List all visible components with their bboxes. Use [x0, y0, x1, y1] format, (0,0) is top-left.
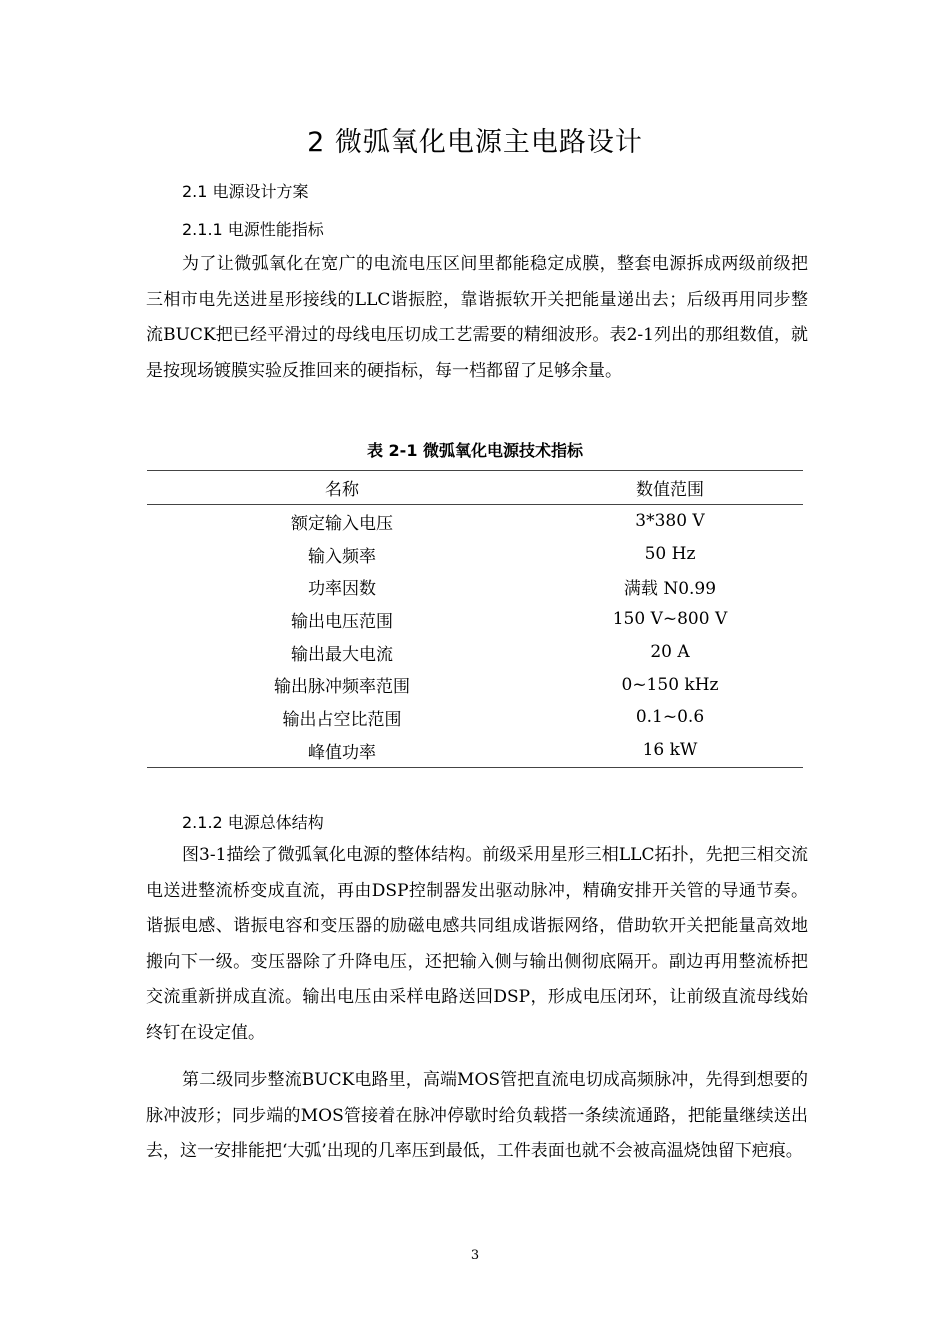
spec-table [147, 470, 803, 768]
table-row [147, 668, 803, 701]
cell-value: 50 Hz [644, 544, 696, 565]
cell-value: 满载 N0.99 [623, 579, 717, 600]
chapter-title: 2 微弧氧化电源主电路设计 [307, 127, 643, 158]
table-row [147, 505, 803, 538]
page-number: 3 [470, 1248, 480, 1263]
cell-name: 峰值功率 [147, 734, 537, 767]
table-caption: 表 2-1 微弧氧化电源技术指标 [366, 441, 584, 460]
cell-value: 16 kW [537, 734, 803, 767]
section-heading-2-1-1: 2.1.1 电源性能指标 [182, 220, 324, 239]
cell-name: 输出最大电流 [291, 644, 393, 665]
cell-value: 150 V~800 V [612, 609, 728, 630]
cell-value: 20 A [650, 642, 690, 663]
cell-name: 输出占空比范围 [282, 709, 402, 730]
cell-name: 输入频率 [308, 546, 376, 567]
cell-name: 功率因数 [308, 579, 376, 600]
table-row [147, 701, 803, 734]
section-heading-2-1: 2.1 电源设计方案 [182, 182, 309, 201]
cell-value: 3*380 V [635, 511, 705, 532]
paragraph-buck-stage: 第二级同步整流BUCK电路里，高端MOS管把直流电切成高频脉冲，先得到想要的脉冲波形；同步端的MOS管接着在脉冲停歇时给负载搭一条续流通路，把能量继续送出去，这一安排能把‘大弧’出现的几率压到最低，工件表面也就不会被高温烧蚀留下疤痕。 [146, 1070, 808, 1161]
paragraph-overall-structure: 图3-1描绘了微弧氧化电源的整体结构。前级采用星形三相LLC拓扑，先把三相交流电送进整流桥变成直流，再由DSP控制器发出驱动脉冲，精确安排开关管的导通节奏。谐振电感、谐振电容和变压器的励磁电感共同组成谐振网络，借助软开关把能量高效地搬向下一级。变压器除了升降电压，还把输入侧与输出侧彻底隔开。副边再用整流桥把交流重新拼成直流。输出电压由采样电路送回DSP，形成电压闭环，让前级直流母线始终钉在设定值。 [146, 845, 808, 1043]
cell-name: 额定输入电压 [291, 513, 393, 534]
column-header-value: 数值范围 [537, 471, 803, 505]
cell-name: 输出电压范围 [291, 611, 393, 632]
cell-value: 0.1~0.6 [635, 707, 705, 728]
table-row [147, 734, 803, 767]
section-heading-2-1-2: 2.1.2 电源总体结构 [182, 813, 324, 832]
column-header-name: 名称 [147, 471, 537, 505]
cell-name: 输出脉冲频率范围 [274, 677, 410, 698]
table-row [147, 636, 803, 669]
table-row [147, 570, 803, 603]
cell-value: 0~150 kHz [621, 674, 719, 695]
table-header-row [147, 471, 803, 505]
table-row [147, 603, 803, 636]
paragraph-performance-intro: 为了让微弧氧化在宽广的电流电压区间里都能稳定成膜，整套电源拆成两级前级把三相市电先送进星形接线的LLC谐振腔，靠谐振软开关把能量递出去；后级再用同步整流BUCK把已经平滑过的母线电压切成工艺需要的精细波形。表2-1列出的那组数值，就是按现场镀膜实验反推回来的硬指标，每一档都留了足够余量。 [146, 254, 808, 381]
table-row [147, 538, 803, 571]
